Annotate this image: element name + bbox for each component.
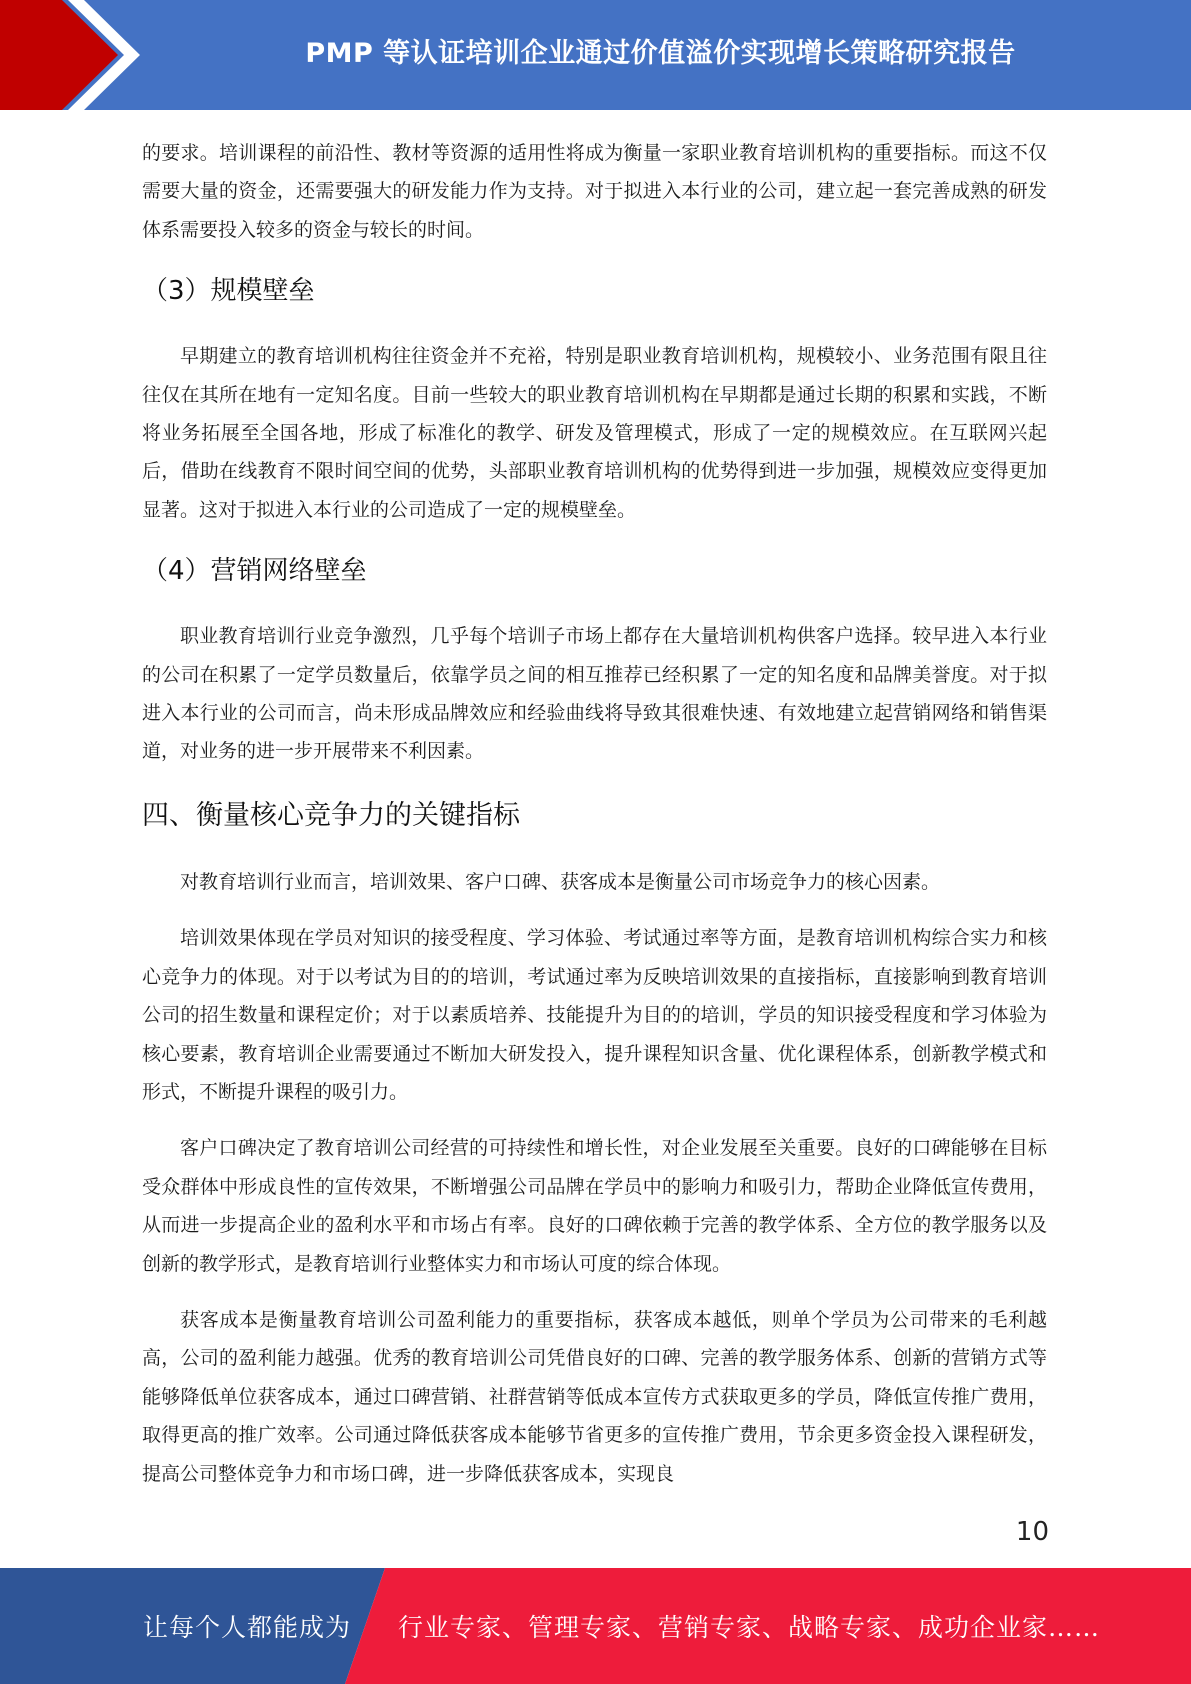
subheading-marketing-barrier: （4）营销网络壁垒 [142,556,367,587]
subheading-scale-barrier: （3）规模壁垒 [142,276,315,307]
footer-slogan-left: 让每个人都能成为 [143,1613,352,1642]
paragraph: 早期建立的教育培训机构往往资金并不充裕，特别是职业教育培训机构，规模较小、业务范围有限且往往仅在其所在地有一定知名度。目前一些较大的职业教育培训机构在早期都是通过长期的积累和实践，不断将业务拓展至全国各地，形成了标准化的教学、研发及管理模式，形成了一定的规模效应。在互联网兴起后，借助在线教育不限时间空间的优势，头部职业教育培训机构的优势得到进一步加强，规模效应变得更加显著。这对于拟进入本行业的公司造成了一定的规模壁垒。 [142,345,1047,521]
document-title: PMP 等认证培训企业通过价值溢价实现增长策略研究报告 [305,37,1016,69]
paragraph: 职业教育培训行业竞争激烈，几乎每个培训子市场上都存在大量培训机构供客户选择。较早进入本行业的公司在积累了一定学员数量后，依靠学员之间的相互推荐已经积累了一定的知名度和品牌美誉度。对于拟进入本行业的公司而言，尚未形成品牌效应和经验曲线将导致其很难快速、有效地建立起营销网络和销售渠道，对业务的进一步开展带来不利因素。 [142,625,1047,763]
page-number: 10 [1015,1517,1049,1547]
section-heading: 四、衡量核心竞争力的关键指标 [142,799,520,831]
paragraph: 的要求。培训课程的前沿性、教材等资源的适用性将成为衡量一家职业教育培训机构的重要指标。而这不仅需要大量的资金，还需要强大的研发能力作为支持。对于拟进入本行业的公司，建立起一套完善成熟的研发体系需要投入较多的资金与较长的时间。 [142,142,1047,241]
footer-banner [0,1568,1191,1684]
page-content [142,134,1047,1511]
header-bar [0,0,1191,110]
paragraph: 培训效果体现在学员对知识的接受程度、学习体验、考试通过率等方面，是教育培训机构综合实力和核心竞争力的体现。对于以考试为目的的培训，考试通过率为反映培训效果的直接指标，直接影响到教育培训公司的招生数量和课程定价；对于以素质培养、技能提升为目的的培训，学员的知识接受程度和学习体验为核心要素，教育培训企业需要通过不断加大研发投入，提升课程知识含量、优化课程体系，创新教学模式和形式，不断提升课程的吸引力。 [142,927,1047,1103]
paragraph: 客户口碑决定了教育培训公司经营的可持续性和增长性，对企业发展至关重要。良好的口碑能够在目标受众群体中形成良性的宣传效果，不断增强公司品牌在学员中的影响力和吸引力，帮助企业降低宣传费用，从而进一步提高企业的盈利水平和市场占有率。良好的口碑依赖于完善的教学体系、全方位的教学服务以及创新的教学形式，是教育培训行业整体实力和市场认可度的综合体现。 [142,1137,1047,1275]
footer-slogan-right: 行业专家、管理专家、营销专家、战略专家、成功企业家…… [398,1613,1101,1642]
paragraph: 对教育培训行业而言，培训效果、客户口碑、获客成本是衡量公司市场竞争力的核心因素。 [180,870,941,893]
paragraph: 获客成本是衡量教育培训公司盈利能力的重要指标，获客成本越低，则单个学员为公司带来的毛利越高，公司的盈利能力越强。优秀的教育培训公司凭借良好的口碑、完善的教学服务体系、创新的营销方式等能够降低单位获客成本，通过口碑营销、社群营销等低成本宣传方式获取更多的学员，降低宣传推广费用，取得更高的推广效率。公司通过降低获客成本能够节省更多的宣传推广费用，节余更多资金投入课程研发，提高公司整体竞争力和市场口碑，进一步降低获客成本，实现良 [142,1308,1047,1485]
header-arrow-icon [0,0,160,110]
